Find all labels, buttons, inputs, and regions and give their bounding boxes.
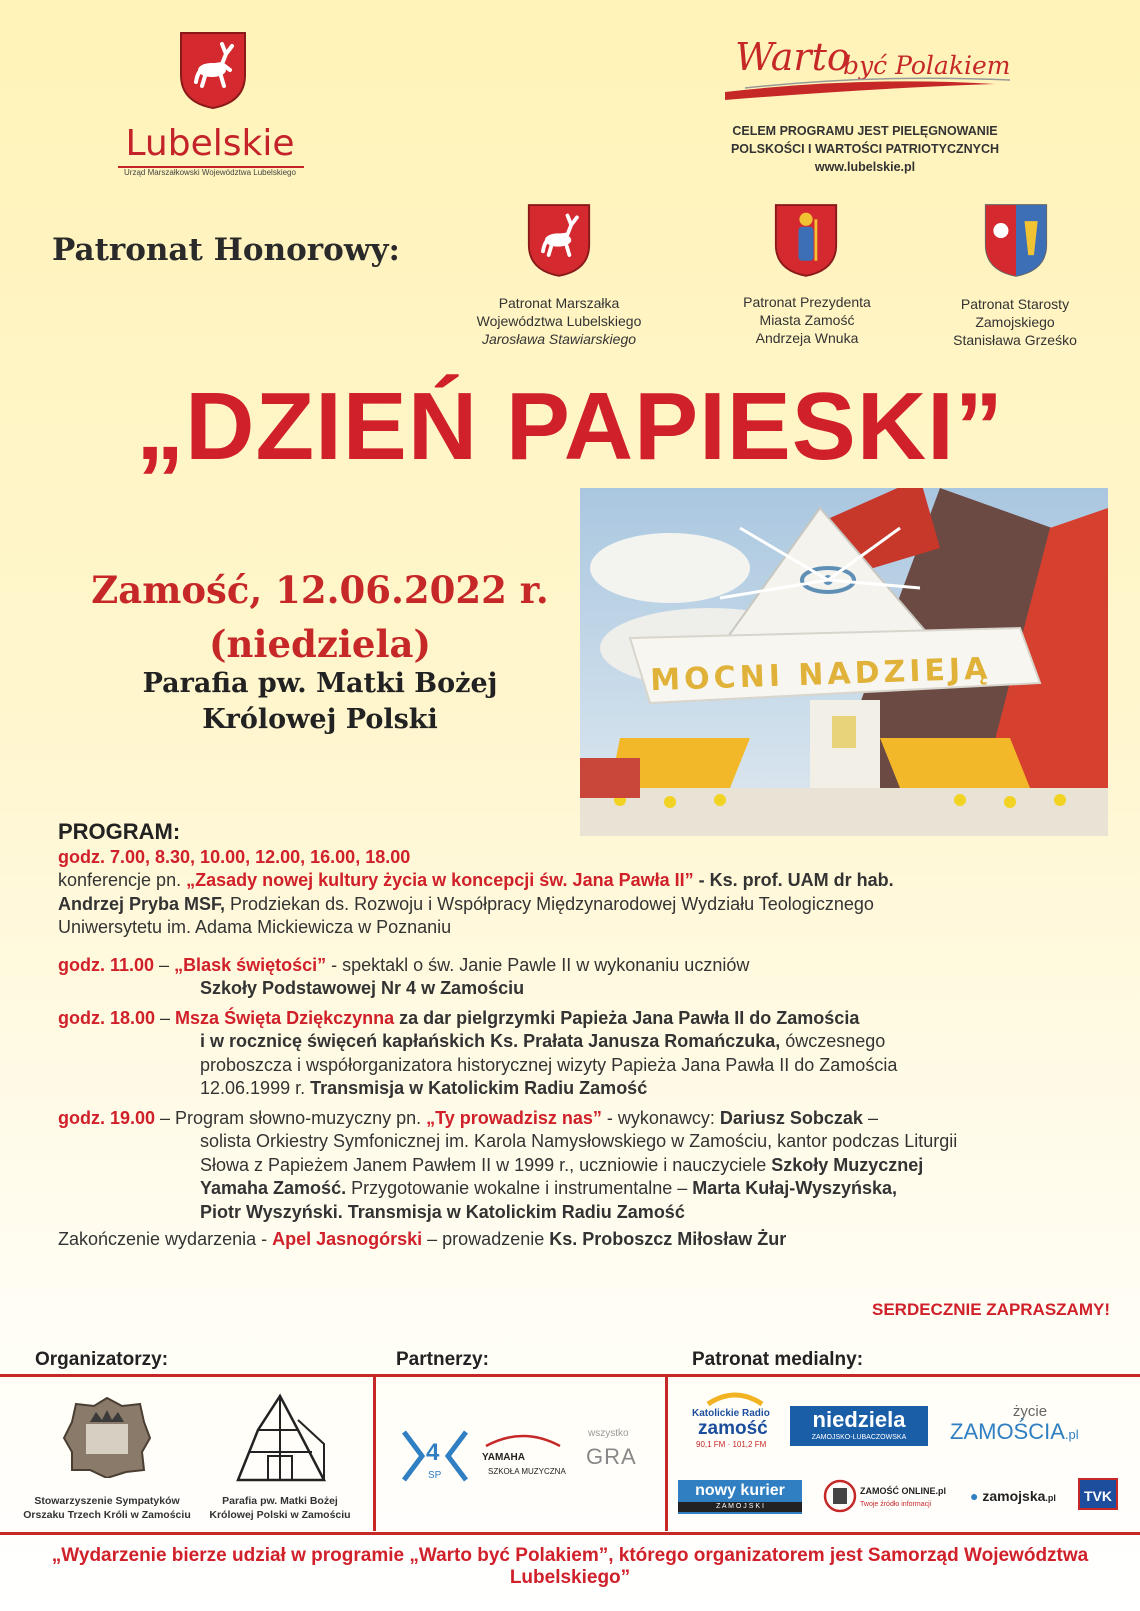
- program-event4-line5: Piotr Wyszyński. Transmisja w Katolickim Radiu Zamość: [200, 1201, 685, 1222]
- wszystko-gra-logo: [582, 1424, 642, 1480]
- church-photo: [580, 488, 1108, 836]
- program-text: Zakończenie wydarzenia -: [58, 1229, 273, 1249]
- patronage-marshal: [444, 294, 674, 348]
- organizer-1-caption: [17, 1494, 197, 1522]
- event-venue-line1: Parafia pw. Matki Bożej: [142, 668, 498, 699]
- zonline-name: ZAMOŚĆ ONLINE.pl: [860, 1486, 946, 1496]
- kr-name: zamość: [698, 1418, 768, 1439]
- patronage-title: Patronat Honorowy:: [52, 232, 400, 268]
- program-highlight: Msza Święta Dziękczynna: [175, 1007, 395, 1028]
- zamojska-name: zamojska: [982, 1488, 1046, 1504]
- program-bold: Andrzej Pryba MSF,: [58, 893, 226, 914]
- divider-vertical-2: [665, 1376, 668, 1531]
- kurier-sub: Z A M O J S K I: [678, 1502, 802, 1512]
- yamaha-sub: SZKOŁA MUZYCZNA: [488, 1467, 566, 1476]
- program-bold: za dar pielgrzymki Papieża Jana Pawła II do Zamościa: [394, 1007, 860, 1028]
- yamaha-name: YAMAHA: [482, 1452, 525, 1463]
- program-bold: Dariusz Sobczak: [719, 1107, 863, 1128]
- partners-label: Partnerzy:: [396, 1349, 489, 1370]
- event-weekday: (niedziela): [208, 622, 432, 666]
- kr-freq: 90,1 FM · 101,2 FM: [696, 1440, 767, 1449]
- divider-bottom: [0, 1532, 1140, 1535]
- program-bold: Ks. Proboszcz Miłosław Żur: [549, 1229, 787, 1249]
- event-title: „DZIEŃ PAPIESKI”: [136, 373, 1004, 480]
- patronage-starost: [900, 295, 1130, 349]
- patronage-starost-line2: Zamojskiego: [975, 314, 1055, 330]
- katolickie-radio-zamosc-logo: [690, 1390, 780, 1452]
- program-event3-line4: [58, 1077, 1118, 1101]
- program-text: konferencje pn.: [58, 870, 187, 890]
- program-text: 12.06.1999 r.: [200, 1078, 311, 1098]
- program-event4-line4: [58, 1177, 1118, 1201]
- program-highlight: „Ty prowadzisz nas”: [426, 1107, 602, 1128]
- program-highlight: Apel Jasnogórski: [272, 1229, 423, 1249]
- program-text: –: [862, 1107, 878, 1128]
- gra-name: GRA: [586, 1444, 637, 1469]
- program-text: –: [154, 954, 175, 975]
- program-desc-line1: CELEM PROGRAMU JEST PIELĘGNOWANIE: [732, 124, 998, 138]
- website-link[interactable]: www.lubelskie.pl: [814, 160, 916, 174]
- program-closing: [58, 1228, 1118, 1252]
- organizer-2-line1: Parafia pw. Matki Bożej: [222, 1495, 338, 1507]
- program-bold: Szkoły Muzycznej: [771, 1154, 924, 1175]
- welcome-text: SERDECZNIE ZAPRASZAMY!: [871, 1300, 1110, 1319]
- program-event4-line3: [58, 1154, 1118, 1178]
- program-section: [58, 820, 1118, 1252]
- program-highlight: „Blask świętości”: [174, 954, 327, 975]
- parish-church-logo: [228, 1390, 334, 1484]
- program-text: – prowadzenie: [422, 1229, 550, 1249]
- divider-vertical-1: [373, 1376, 376, 1531]
- organizer-1-line2: Orszaku Trzech Króli w Zamościu: [23, 1509, 191, 1521]
- zamojski-county-coat-of-arms: [983, 202, 1049, 278]
- program-highlight: „Zasady nowej kultury życia w koncepcji św. Jana Pawła II”: [186, 870, 694, 890]
- kurier-name: nowy kurier: [695, 1482, 785, 1499]
- school-4-number: 4: [426, 1439, 440, 1466]
- photo-banner-text: MOCNI NADZIEJĄ: [649, 651, 992, 699]
- patronage-marshal-name: Jarosława Stawiarskiego: [481, 331, 637, 347]
- kr-top: Katolickie Radio: [692, 1408, 770, 1419]
- program-event3-line2: [58, 1030, 1118, 1054]
- patronage-marshal-line1: Patronat Marszałka: [498, 295, 620, 311]
- zycie-zamoscia-logo: [950, 1404, 1110, 1447]
- zycie-name: ZAMOŚCIA: [950, 1419, 1065, 1444]
- organizer-2-caption: [190, 1494, 370, 1522]
- zamojska-suffix: .pl: [1045, 1493, 1056, 1503]
- patronage-starost-name: Stanisława Grześko: [953, 332, 1077, 348]
- program-text: Prodziekan ds. Rozwoju i Współpracy Międzynarodowej Wydziału Teologicznego: [225, 893, 874, 914]
- program-text: Przygotowanie wokalne i instrumentalne –: [346, 1178, 693, 1198]
- program-bold: Marta Kułaj-Wyszyńska,: [692, 1178, 898, 1198]
- spacer: [58, 940, 1118, 954]
- warto-byc-polakiem-logo: [725, 30, 1025, 110]
- nowy-kurier-logo: [678, 1480, 802, 1514]
- school-4-logo: [400, 1428, 470, 1484]
- event-venue-line2: Królowej Polski: [202, 704, 438, 735]
- program-event1-line3: Uniwersytetu im. Adama Mickiewicza w Poznaniu: [58, 917, 452, 937]
- patronage-marshal-line2: Województwa Lubelskiego: [476, 313, 642, 329]
- zonline-sub: Twoje źródło informacji: [860, 1501, 932, 1508]
- program-bold: Transmisja w Katolickim Radiu Zamość: [310, 1078, 648, 1098]
- yamaha-school-logo: [478, 1430, 568, 1480]
- program-text: –: [155, 1007, 176, 1028]
- media-label: Patronat medialny:: [692, 1349, 864, 1370]
- warto-logo-word2: być Polakiem: [843, 51, 1011, 80]
- program-heading: PROGRAM:: [58, 819, 181, 844]
- program-event4-line2: solista Orkiestry Symfonicznej im. Karola Namysłowskiego w Zamościu, kantor podczas Liturgii: [200, 1131, 958, 1151]
- program-event2-line1: [58, 954, 1118, 978]
- zycie-top: życie: [1012, 1403, 1048, 1420]
- program-text: Słowa z Papieżem Janem Pawłem II w 1999 r., uczniowie i nauczyciele: [200, 1154, 772, 1175]
- zamojska-logo: ● zamojska.pl: [970, 1488, 1056, 1504]
- patronage-president-line1: Patronat Prezydenta: [743, 294, 871, 310]
- program-time: godz. 18.00: [58, 1007, 156, 1028]
- program-time: godz. 11.00: [58, 954, 155, 975]
- program-event1-line1: [58, 869, 1118, 893]
- program-text: - spektakl o św. Janie Pawle II w wykonaniu uczniów: [326, 954, 750, 975]
- patronage-starost-line1: Patronat Starosty: [960, 296, 1070, 312]
- niedziela-sub: ZAMOJSKO-LUBACZOWSKA: [811, 1434, 907, 1441]
- warto-logo-word1: Warto: [735, 35, 850, 79]
- program-text: ówczesnego: [780, 1031, 886, 1051]
- program-text: - wykonawcy:: [601, 1107, 720, 1128]
- program-bold: - Ks. prof. UAM dr hab.: [693, 870, 894, 890]
- lubelskie-logo-text: Lubelskie: [125, 123, 295, 164]
- three-kings-association-logo: [62, 1396, 152, 1478]
- program-desc-line2: POLSKOŚCI I WARTOŚCI PATRIOTYCZNYCH: [730, 142, 1000, 156]
- zamosc-online-logo: [822, 1476, 952, 1516]
- patronage-president-line2: Miasta Zamość: [759, 312, 855, 328]
- program-bold: Yamaha Zamość.: [200, 1178, 347, 1198]
- zycie-suffix: .pl: [1064, 1427, 1079, 1442]
- program-event1-time: godz. 7.00, 8.30, 10.00, 12.00, 16.00, 18.00: [58, 846, 411, 867]
- gra-top: wszystko: [588, 1428, 629, 1439]
- event-date: Zamość, 12.06.2022 r.: [91, 568, 549, 612]
- school-4-sub: SP: [428, 1470, 442, 1481]
- program-text: –: [155, 1107, 176, 1128]
- tvk-logo: TVK: [1078, 1478, 1118, 1510]
- organizers-label: Organizatorzy:: [35, 1349, 169, 1370]
- program-description: [700, 122, 1030, 176]
- program-time: godz. 19.00: [58, 1107, 156, 1128]
- lubelskie-subtitle: Urząd Marszałkowski Województwa Lubelskiego: [124, 168, 296, 177]
- program-event3-line1: [58, 1007, 1118, 1031]
- organizer-2-line2: Królowej Polski w Zamościu: [209, 1509, 351, 1521]
- footer-statement: „Wydarzenie bierze udział w programie „Warto być Polakiem”, którego organizatorem jest Samorząd Województwa Lubelskiego”: [51, 1545, 1089, 1588]
- program-event2-line2: Szkoły Podstawowej Nr 4 w Zamościu: [200, 978, 525, 998]
- niedziela-name: niedziela: [812, 1407, 906, 1432]
- program-event4-line1: [58, 1107, 1118, 1131]
- program-event1-line2: [58, 893, 1118, 917]
- program-text: Program słowno-muzyczny pn.: [175, 1107, 427, 1128]
- organizer-1-line1: Stowarzyszenie Sympatyków: [34, 1495, 180, 1507]
- marshal-coat-of-arms: [526, 202, 592, 278]
- patronage-president-name: Andrzeja Wnuka: [755, 330, 859, 346]
- zamosc-city-coat-of-arms: [773, 202, 839, 278]
- program-event3-line3: proboszcza i współorganizatora historycznej wizyty Papieża Jana Pawła II do Zamościa: [200, 1054, 898, 1075]
- program-bold: i w rocznicę święceń kapłańskich Ks. Prałata Janusza Romańczuka,: [200, 1031, 781, 1051]
- niedziela-logo: [790, 1406, 928, 1446]
- lubelskie-coat-of-arms: [178, 30, 248, 110]
- divider-top: [0, 1374, 1140, 1377]
- patronage-president: [692, 293, 922, 347]
